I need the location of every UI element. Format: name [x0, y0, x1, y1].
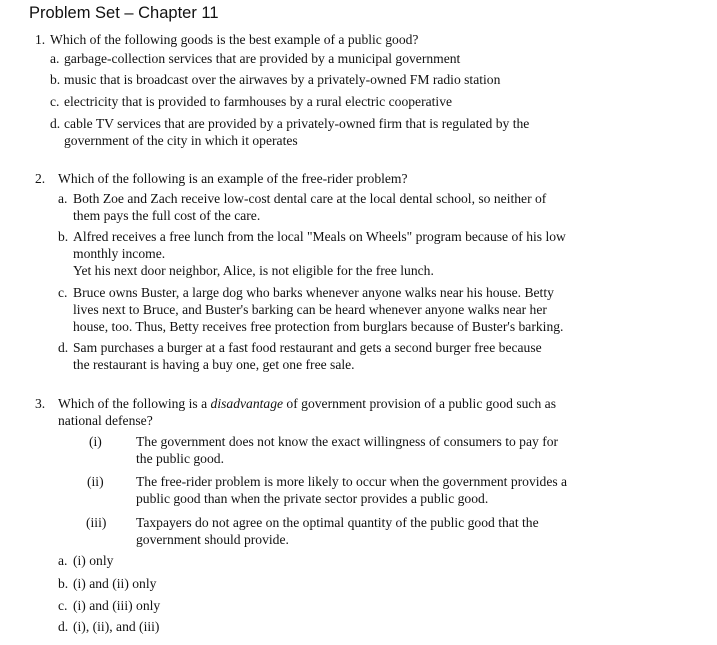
option-text: (i) and (ii) only [73, 576, 157, 591]
option-text-continued: the restaurant is having a buy one, get one free sale. [73, 357, 355, 372]
statement-text: The government does not know the exact willingness of consumers to pay for [136, 434, 559, 449]
option-text-continued: lives next to Bruce, and Buster's barking can be heard whenever anyone walks near her [73, 302, 547, 317]
statement-text: The free-rider problem is more likely to occur when the government provides a [136, 474, 568, 489]
option-letter: c. [58, 285, 68, 300]
statement-text: Taxpayers do not agree on the optimal quantity of the public good that the [136, 515, 539, 530]
option-letter: b. [58, 576, 69, 591]
stem-emphasis: disadvantage [210, 396, 284, 411]
statement-text-continued: the public good. [136, 451, 224, 466]
statement-text-continued: public good than when the private sector provides a public good. [136, 491, 489, 506]
statement-numeral: (iii) [86, 515, 107, 530]
option-text: Bruce owns Buster, a large dog who barks whenever anyone walks near his house. Betty [73, 285, 554, 300]
option-text-continued: house, too. Thus, Betty receives free protection from burglars because of Buster's barking. [73, 319, 564, 334]
option-letter: c. [58, 598, 68, 613]
option-text-continued: them pays the full cost of the care. [73, 208, 261, 223]
option-letter: d. [58, 619, 69, 634]
question-stem-continued: national defense? [58, 413, 153, 428]
question-number: 3. [35, 396, 46, 411]
option-text-continued: monthly income. [73, 246, 166, 261]
option-letter: d. [58, 340, 69, 355]
option-text: music that is broadcast over the airwaves by a privately-owned FM radio station [64, 72, 501, 87]
option-letter: b. [58, 229, 69, 244]
statement-numeral: (i) [89, 434, 102, 449]
option-letter: a. [58, 191, 68, 206]
option-text-continued: government of the city in which it operates [64, 133, 298, 148]
question-stem: Which of the following is an example of the free-rider problem? [58, 171, 408, 186]
option-text: Alfred receives a free lunch from the local "Meals on Wheels" program because of his low [73, 229, 566, 244]
question-number: 1. [35, 32, 46, 47]
option-letter: a. [58, 553, 68, 568]
page-title: Problem Set – Chapter 11 [29, 4, 219, 22]
option-text-continued: Yet his next door neighbor, Alice, is not eligible for the free lunch. [73, 263, 434, 278]
option-text: garbage-collection services that are provided by a municipal government [64, 51, 461, 66]
option-text: Both Zoe and Zach receive low-cost dental care at the local dental school, so neither of [73, 191, 547, 206]
option-text: cable TV services that are provided by a privately-owned firm that is regulated by the [64, 116, 530, 131]
option-text: electricity that is provided to farmhouses by a rural electric cooperative [64, 94, 453, 109]
stem-text: of government provision of a public good such as [283, 396, 556, 411]
statement-numeral: (ii) [87, 474, 104, 489]
option-letter: b. [50, 72, 61, 87]
option-letter: d. [50, 116, 61, 131]
option-text: (i) and (iii) only [73, 598, 161, 613]
question-number: 2. [35, 171, 46, 186]
question-stem: Which of the following goods is the best example of a public good? [50, 32, 419, 47]
option-text: (i) only [73, 553, 114, 568]
statement-text-continued: government should provide. [136, 532, 289, 547]
option-letter: c. [50, 94, 60, 109]
option-letter: a. [50, 51, 60, 66]
stem-text: Which of the following is a [58, 396, 211, 411]
option-text: Sam purchases a burger at a fast food restaurant and gets a second burger free because [73, 340, 542, 355]
question-stem [58, 395, 556, 412]
option-text: (i), (ii), and (iii) [73, 619, 160, 634]
